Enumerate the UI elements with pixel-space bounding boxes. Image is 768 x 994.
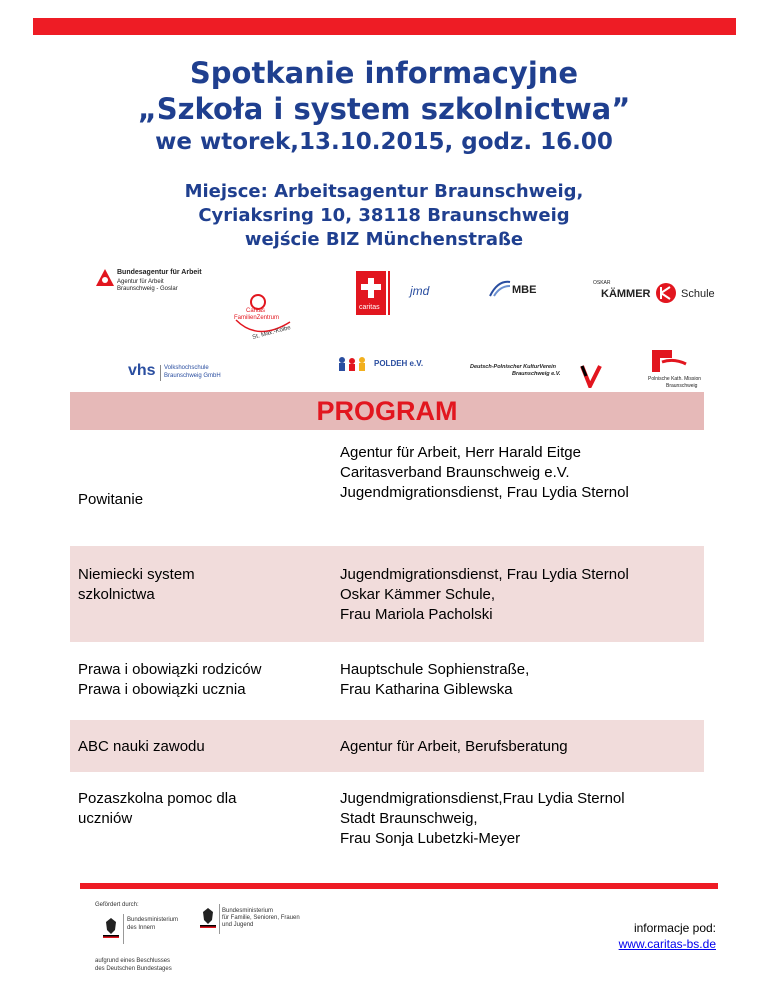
speaker-line: Jugendmigrationsdienst,Frau Lydia Sternol (340, 790, 625, 807)
topic-line: ABC nauki zawodu (78, 738, 205, 755)
program-topic (78, 565, 195, 605)
program-title: PROGRAM (316, 396, 458, 426)
bmi-logo (103, 914, 183, 950)
vhs-text: vhs (128, 362, 156, 379)
poldeh-people-icon (336, 356, 376, 374)
vhs-sub1: Volkshochschule (164, 365, 209, 371)
speaker-line: Jugendmigrationsdienst, Frau Lydia Sternol (340, 484, 629, 501)
oskar-small: OSKAR (593, 280, 611, 286)
pkm-icon (648, 348, 688, 376)
dp-line1: Deutsch-Polnischer KulturVerein (470, 364, 556, 370)
caritas-fz-text2: FamilienZentrum (234, 315, 280, 321)
caritas-flame-icon (356, 273, 386, 303)
pkm-logo (640, 348, 710, 392)
speaker-line: Frau Sonja Lubetzki-Meyer (340, 830, 521, 847)
dp-kulturverein-logo (470, 364, 605, 388)
dp-flag-icon (580, 364, 602, 388)
program-row (70, 648, 704, 712)
speaker-line: Caritasverband Braunschweig e.V. (340, 464, 570, 481)
mbe-text: MBE (512, 284, 537, 296)
program-topic (78, 490, 143, 510)
speaker-line: Frau Mariola Pacholski (340, 606, 493, 623)
speaker-line: Agentur für Arbeit, Herr Harald Eitge (340, 444, 581, 461)
event-date: we wtorek,13.10.2015, godz. 16.00 (155, 129, 613, 155)
program-row (70, 720, 704, 772)
info-label: informacje pod: (633, 921, 716, 935)
speaker-line: Jugendmigrationsdienst, Frau Lydia Sternol (340, 566, 629, 583)
poldeh-logo (336, 356, 426, 376)
speaker-line: Frau Katharina Giblewska (340, 681, 513, 698)
kaemmer-icon (655, 282, 677, 304)
vhs-logo (128, 362, 258, 386)
bmfsfj-line1: Bundesministerium (222, 908, 274, 914)
bundestag-line1: aufgrund eines Beschlusses (95, 958, 171, 964)
topic-line: szkolnictwa (78, 586, 155, 603)
federal-eagle-icon (103, 916, 119, 938)
top-red-bar (33, 18, 736, 35)
kaemmer-text: KÄMMER (601, 288, 651, 300)
ba-sub2: Braunschweig - Goslar (117, 286, 178, 292)
program-row (70, 440, 704, 538)
program-topic (78, 737, 205, 757)
jmd-logo (398, 280, 442, 304)
info-website-link[interactable]: www.caritas-bs.de (618, 937, 716, 951)
speaker-line: Agentur für Arbeit, Berufsberatung (340, 738, 568, 755)
program-speakers (340, 737, 568, 757)
caritas-fz-text1: Caritas (246, 308, 266, 314)
ba-logo (95, 268, 215, 308)
topic-line: Prawa i obowiązki rodziców (78, 661, 262, 678)
federal-eagle-icon (200, 906, 216, 928)
pkm-line1: Polnische Kath. Mission (648, 376, 702, 382)
caritas-fz-text3: St. Max.-Kolbe (251, 325, 292, 341)
poldeh-text: POLDEH e.V. (374, 359, 424, 368)
topic-line: Prawa i obowiązki ucznia (78, 681, 246, 698)
bmi-line2: des Innern (127, 925, 156, 931)
bmi-divider (123, 914, 124, 944)
caritas-logo (356, 271, 386, 315)
ba-sub1: Agentur für Arbeit (117, 279, 164, 285)
event-title: Spotkanie informacyjne (189, 56, 579, 90)
caritas-label: caritas (359, 304, 380, 311)
mbe-icon (488, 278, 512, 298)
ba-name: Bundesagentur für Arbeit (117, 269, 202, 276)
dp-line2: Braunschweig e.V. (512, 371, 561, 377)
program-speakers (340, 443, 629, 503)
caritas-familienzentrum-logo (228, 292, 298, 342)
pkm-line2: Braunschweig (666, 383, 698, 389)
caritas-side-stripe (388, 271, 390, 315)
place-line-1: Miejsce: Arbeitsagentur Braunschweig, (184, 181, 584, 202)
bmfsfj-divider (219, 904, 220, 934)
speaker-line: Stadt Braunschweig, (340, 810, 478, 827)
bottom-red-bar (80, 883, 718, 889)
bmfsfj-logo (200, 904, 310, 940)
schule-text: Schule (681, 288, 715, 300)
topic-line: Powitanie (78, 491, 144, 508)
bmfsfj-line3: und Jugend (222, 922, 254, 928)
topic-line: Pozaszkolna pomoc dla (78, 790, 237, 807)
oskar-kaemmer-schule-logo (593, 280, 718, 306)
place-line-2: Cyriaksring 10, 38118 Braunschweig (198, 205, 570, 226)
ba-logo-icon (95, 268, 115, 288)
mbe-logo (488, 278, 558, 308)
bmfsfj-line2: für Familie, Senioren, Frauen (222, 915, 300, 921)
info-box (560, 920, 716, 952)
speaker-line: Oskar Kämmer Schule, (340, 586, 496, 603)
event-subtitle: „Szkoła i system szkolnictwa” (137, 92, 631, 126)
topic-line: uczniów (78, 810, 133, 827)
place-line-3: wejście BIZ Münchenstraße (244, 229, 524, 250)
vhs-sub2: Braunschweig GmbH (164, 373, 221, 379)
program-topic (78, 789, 236, 829)
bundestag-line2: des Deutschen Bundestages (95, 966, 172, 972)
funded-by-label: Gefördert durch: (95, 902, 139, 908)
program-speakers (340, 565, 629, 625)
bmi-line1: Bundesministerium (127, 917, 179, 923)
program-row (70, 546, 704, 642)
program-speakers (340, 660, 529, 700)
topic-line: Niemiecki system (78, 566, 195, 583)
program-topic (78, 660, 261, 700)
jmd-text: jmd (410, 284, 430, 298)
vhs-divider (160, 365, 161, 381)
program-row (70, 780, 704, 860)
speaker-line: Hauptschule Sophienstraße, (340, 661, 530, 678)
program-speakers (340, 789, 625, 849)
